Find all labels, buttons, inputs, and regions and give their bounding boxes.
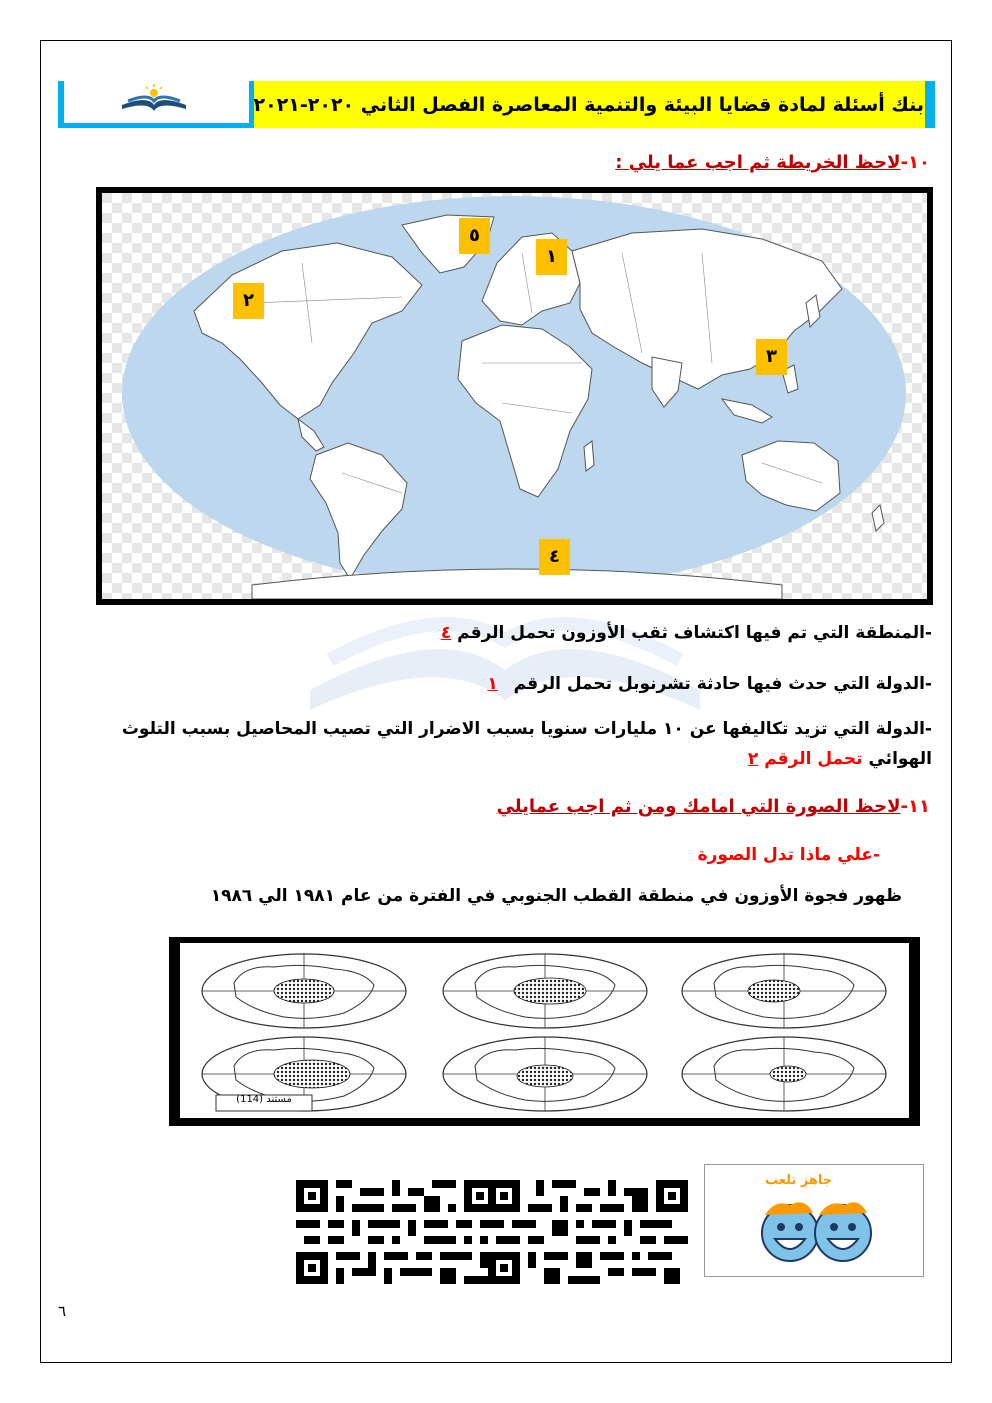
ozone-figure (180, 943, 909, 1118)
page-title: بنك أسئلة لمادة قضايا البيئة والتنمية المعاصرة الفصل الثاني ٢٠٢٠-٢٠٢١ (253, 94, 924, 116)
map-label-4: ٤ (539, 539, 570, 575)
question-text: لاحظ الخريطة ثم اجب عما يلي : (615, 152, 901, 173)
answer-text: -الدولة التي حدث فيها حادثة تشرنوبل تحمل الرقم (513, 674, 932, 694)
answer-line-3-cont (748, 749, 932, 769)
qr-code-2[interactable] (488, 1178, 688, 1286)
map-label-1: ١ (536, 239, 567, 275)
answer-text: الهوائي (868, 749, 932, 769)
ozone-figure-frame (169, 937, 920, 1126)
world-map-frame (96, 187, 933, 605)
cartoon-label: جاهز تلعب (765, 1173, 833, 1188)
question-11-prompt: -علي ماذا تدل الصورة (697, 845, 880, 865)
map-label-2: ٢ (233, 283, 264, 319)
answer-line-3 (122, 719, 932, 739)
map-label-3: ٣ (756, 339, 787, 375)
header-accent-right (925, 81, 935, 128)
answer-text: -الدولة التي تزيد تكاليفها عن ١٠ مليارات سنويا بسبب الاضرار التي تصيب المحاصيل بسبب التلوث (121, 719, 932, 739)
answer-line-2 (477, 674, 932, 694)
map-label-5: ٥ (459, 218, 490, 254)
header-accent-left (58, 81, 64, 128)
page-number: ٦ (58, 1302, 67, 1320)
question-number: ١٠- (900, 152, 930, 173)
answer-prefix: تحمل الرقم (764, 749, 863, 769)
question-11-title (497, 796, 930, 817)
question-10-title (615, 152, 930, 173)
cartoon-image (704, 1164, 924, 1277)
question-11-answer: ظهور فجوة الأوزون في منطقة القطب الجنوبي في الفترة من عام ١٩٨١ الي ١٩٨٦ (210, 886, 902, 906)
figure-caption: مستند (114) (236, 1094, 292, 1105)
answer-value: ٤ (440, 623, 452, 643)
question-number: ١١- (900, 796, 930, 817)
world-map (102, 193, 927, 599)
qr-code-1[interactable] (296, 1178, 496, 1286)
school-logo (58, 81, 254, 128)
question-text: لاحظ الصورة التي امامك ومن ثم اجب عمايلي (496, 796, 901, 817)
answer-value: ٢ (747, 749, 759, 769)
answer-value: ١ (487, 674, 498, 694)
answer-line-1 (441, 623, 932, 643)
answer-text: -المنطقة التي تم فيها اكتشاف ثقب الأوزون تحمل الرقم (457, 623, 932, 643)
